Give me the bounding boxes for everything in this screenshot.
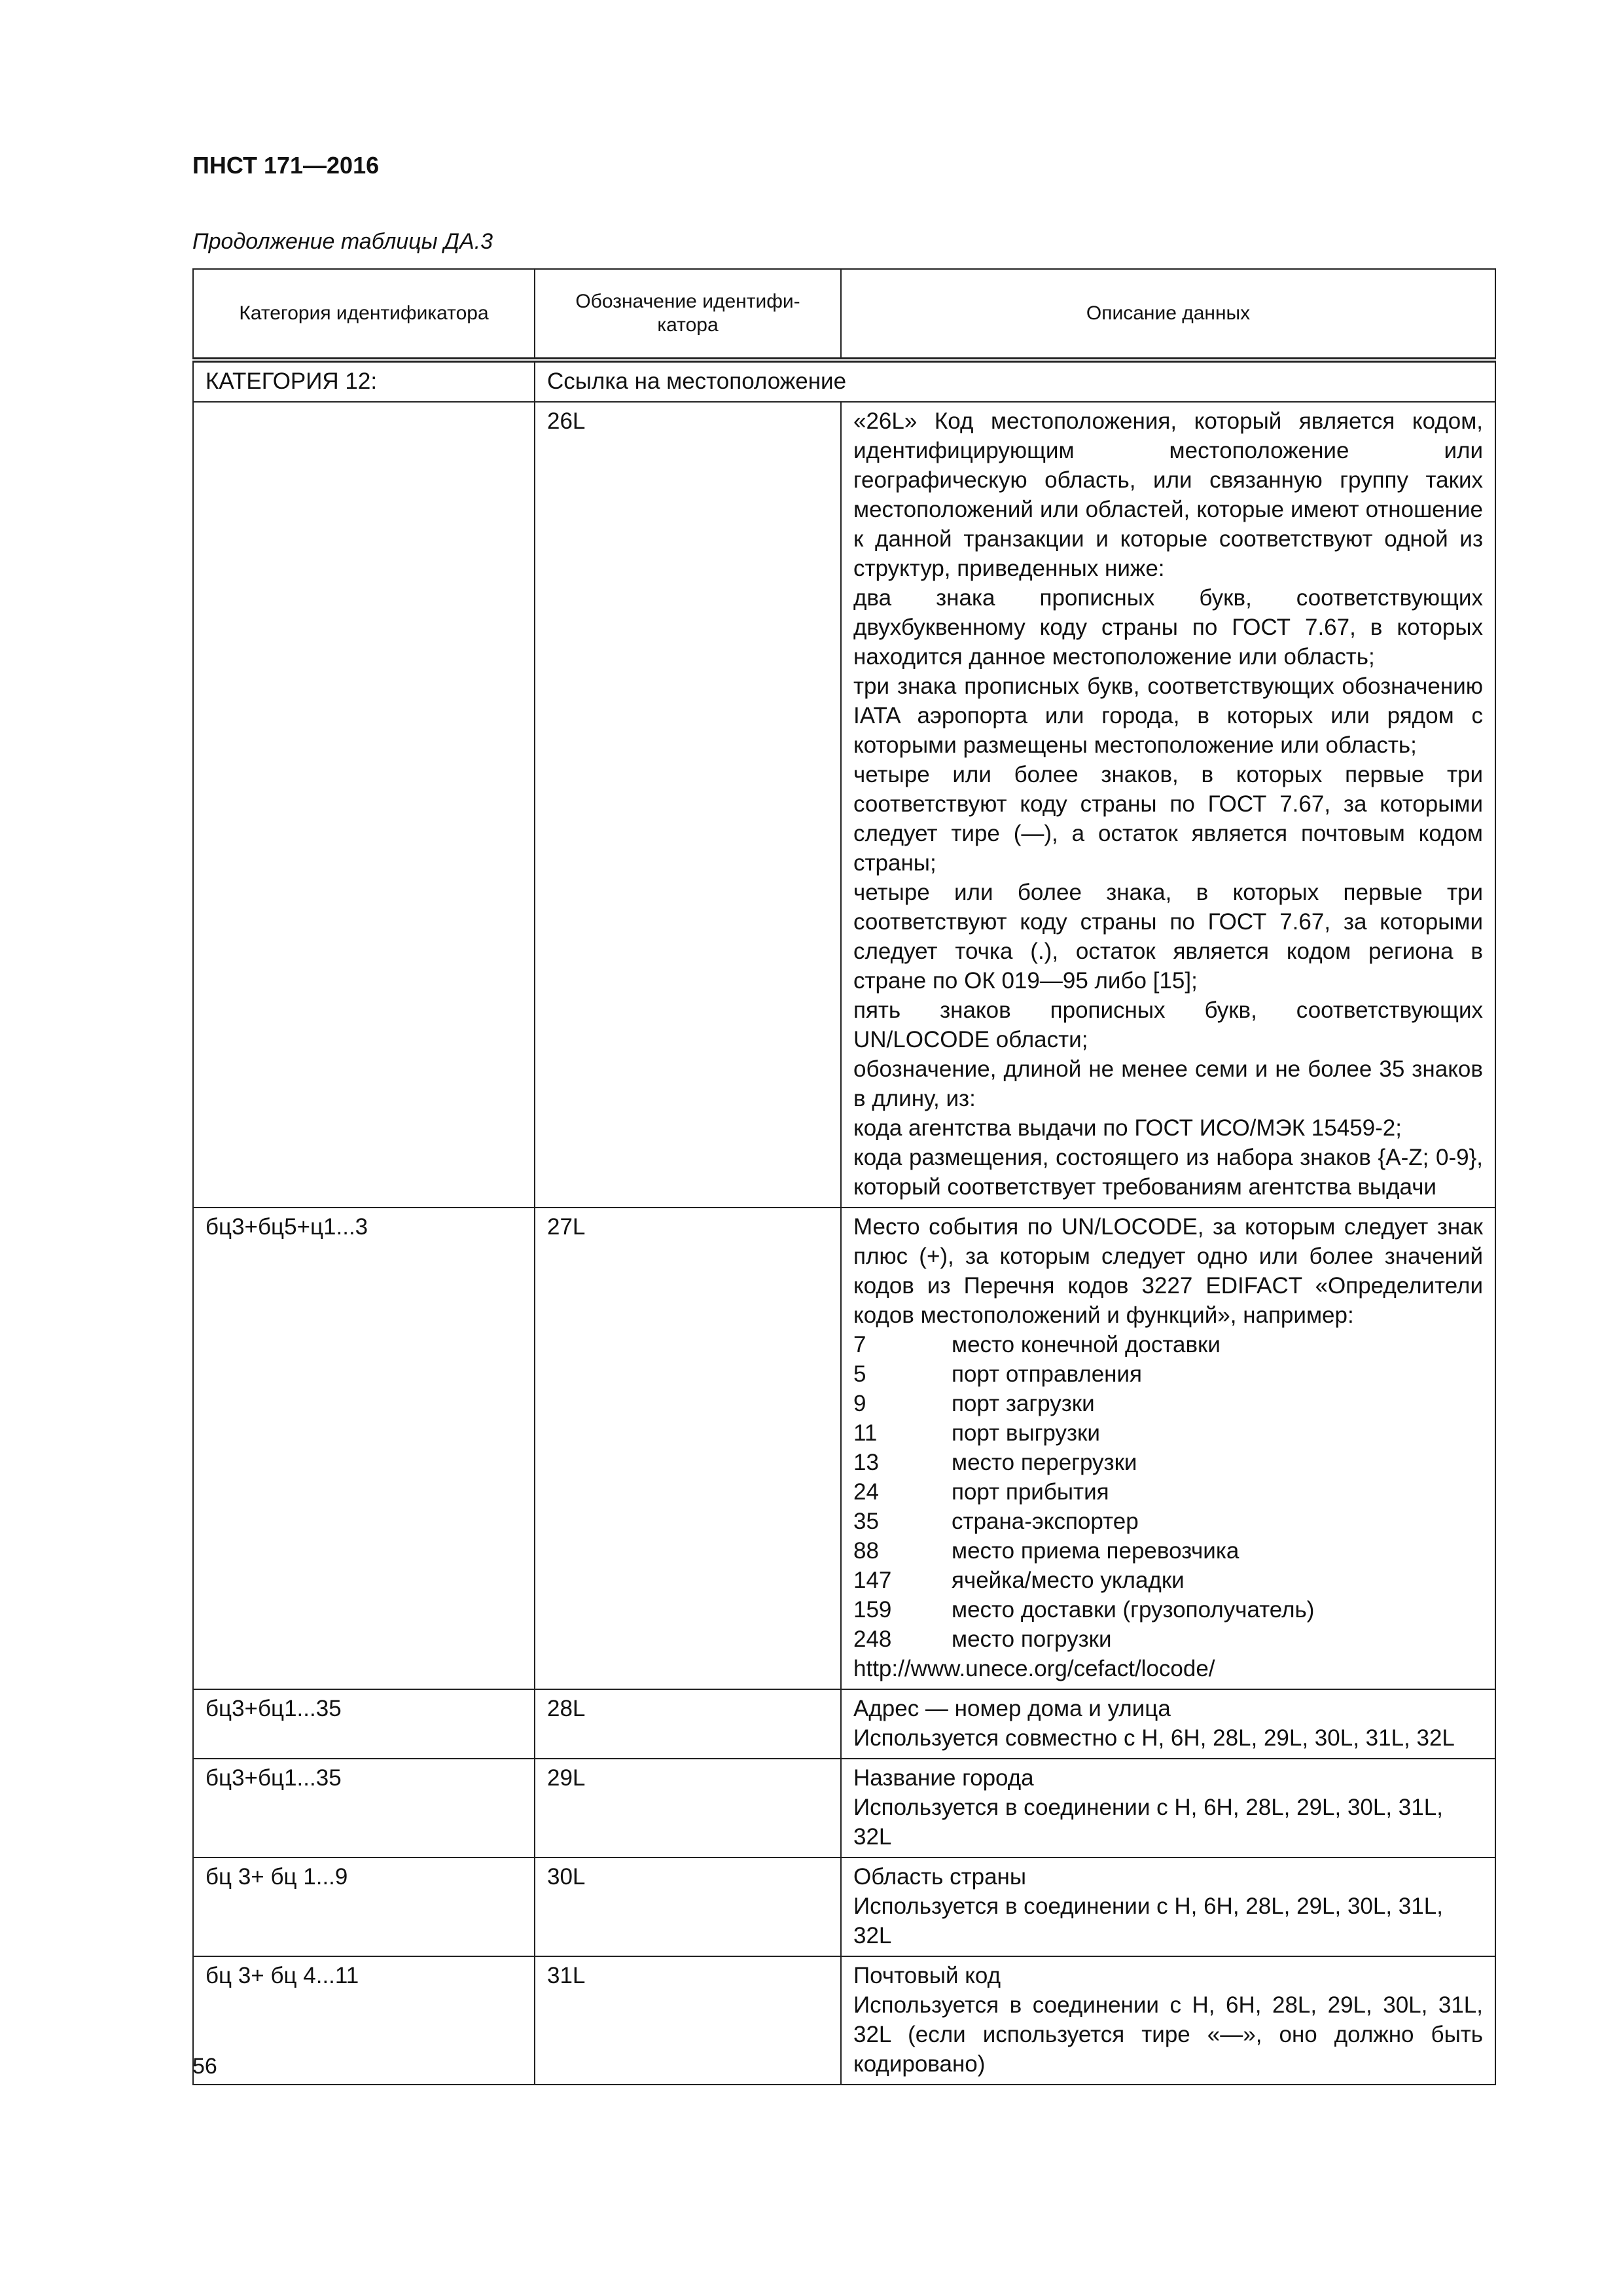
- row-description: [841, 1857, 1495, 1956]
- table-row: [193, 1689, 1495, 1759]
- row-description: [841, 1689, 1495, 1759]
- code-label: место приема перевозчика: [952, 1538, 1240, 1564]
- column-header-description: Описание данных: [841, 269, 1495, 360]
- code-label: порт выгрузки: [952, 1420, 1100, 1446]
- description-line: Используется в соединении с H, 6H, 28L, 29L, 30L, 31L, 32L: [853, 1795, 1443, 1850]
- column-header-identifier: Обозначение идентифи-катора: [535, 269, 841, 360]
- table-row: [193, 402, 1495, 1208]
- description-line: Используется в соединении с H, 6H, 28L, 29L, 30L, 31L, 32L (если используется тире «—», оно должно быть кодировано): [853, 1992, 1483, 2077]
- category-title: Ссылка на местоположение: [535, 360, 1495, 402]
- row-category: бц3+бц1...35: [193, 1759, 535, 1857]
- code-value: 11: [853, 1420, 878, 1446]
- code-label: порт отправления: [952, 1361, 1142, 1387]
- table-caption: Продолжение таблицы ДА.3: [192, 229, 493, 254]
- code-label: страна-экспортер: [952, 1509, 1139, 1534]
- code-value: 35: [853, 1509, 879, 1534]
- data-identifier-table: [192, 268, 1496, 2085]
- description-line: обозначение, длиной не менее семи и не более 35 знаков в длину, из:: [853, 1056, 1483, 1111]
- code-value: 5: [853, 1361, 866, 1387]
- code-value: 88: [853, 1538, 879, 1564]
- description-intro: Место события по UN/LOCODE, за которым следует знак плюс (+), за которым следует одно или более значений кодов из Перечня кодов 3227 EDIFACT «Определители кодов местоположений и функций», например:: [853, 1214, 1483, 1328]
- code-label: место перегрузки: [952, 1450, 1137, 1475]
- code-value: 248: [853, 1626, 892, 1652]
- row-identifier: 26L: [535, 402, 841, 1208]
- code-item: [853, 1389, 1483, 1418]
- row-identifier: 27L: [535, 1208, 841, 1689]
- code-value: 9: [853, 1391, 866, 1416]
- code-label: место конечной доставки: [952, 1332, 1221, 1357]
- code-item: [853, 1448, 1483, 1477]
- code-item: [853, 1477, 1483, 1507]
- row-description: [841, 1208, 1495, 1689]
- description-line: Адрес — номер дома и улица: [853, 1696, 1171, 1721]
- code-value: 7: [853, 1332, 866, 1357]
- code-item: [853, 1536, 1483, 1566]
- row-description: [841, 402, 1495, 1208]
- page-number: 56: [192, 2054, 217, 2079]
- table-header-row: [193, 269, 1495, 360]
- row-identifier: 29L: [535, 1759, 841, 1857]
- row-category: бц 3+ бц 4...11: [193, 1956, 535, 2085]
- description-line: Область страны: [853, 1864, 1027, 1890]
- description-line: три знака прописных букв, соответствующих обозначению IATA аэропорта или города, в которых или рядом с которыми размещены местоположение или область;: [853, 673, 1483, 758]
- code-value: 13: [853, 1450, 879, 1475]
- code-value: 24: [853, 1479, 879, 1505]
- document-code: ПНСТ 171—2016: [192, 152, 380, 179]
- category-label: КАТЕГОРИЯ 12:: [193, 360, 535, 402]
- code-item: [853, 1507, 1483, 1536]
- description-line: пять знаков прописных букв, соответствующих UN/LOCODE области;: [853, 997, 1483, 1052]
- description-line: кода размещения, состоящего из набора знаков {A-Z; 0-9}, который соответствует требованиям агентства выдачи: [853, 1145, 1483, 1200]
- code-value: 159: [853, 1597, 892, 1623]
- description-line: четыре или более знаков, в которых первые три соответствуют коду страны по ГОСТ 7.67, за которыми следует тире (—), а остаток является почтовым кодом страны;: [853, 762, 1483, 876]
- description-line: Название города: [853, 1765, 1034, 1791]
- description-line: Почтовый код: [853, 1963, 1001, 1988]
- row-identifier: 31L: [535, 1956, 841, 2085]
- code-item: [853, 1566, 1483, 1595]
- row-category: бц 3+ бц 1...9: [193, 1857, 535, 1956]
- row-identifier: 30L: [535, 1857, 841, 1956]
- table-row: [193, 1208, 1495, 1689]
- description-line: Используется в соединении с H, 6H, 28L, 29L, 30L, 31L, 32L: [853, 1893, 1443, 1948]
- row-category: бц3+бц5+ц1...3: [193, 1208, 535, 1689]
- code-item: [853, 1595, 1483, 1624]
- code-item: [853, 1418, 1483, 1448]
- table-row: [193, 1759, 1495, 1857]
- row-category: [193, 402, 535, 1208]
- code-label: ячейка/место укладки: [952, 1568, 1185, 1593]
- column-header-category: Категория идентификатора: [193, 269, 535, 360]
- code-value: 147: [853, 1568, 892, 1593]
- description-line: четыре или более знака, в которых первые три соответствуют коду страны по ГОСТ 7.67, за которыми следует точка (.), остаток является кодом региона в стране по ОК 019—95 либо [15];: [853, 880, 1483, 994]
- code-label: место доставки (грузополучатель): [952, 1597, 1315, 1623]
- row-description: [841, 1759, 1495, 1857]
- row-category: бц3+бц1...35: [193, 1689, 535, 1759]
- description-line: кода агентства выдачи по ГОСТ ИСО/МЭК 15459-2;: [853, 1115, 1402, 1141]
- description-line: два знака прописных букв, соответствующих двухбуквенному коду страны по ГОСТ 7.67, в которых находится данное местоположение или область;: [853, 585, 1483, 670]
- code-item: [853, 1330, 1483, 1359]
- table-row: [193, 1857, 1495, 1956]
- description-line: «26L» Код местоположения, который является кодом, идентифицирующим местоположение или географическую область, или связанную группу таких местоположений или областей, которые имеют отношение к данной транзакции и которые соответствуют одной из структур, приведенных ниже:: [853, 408, 1483, 581]
- locode-url: http://www.unece.org/cefact/locode/: [853, 1656, 1215, 1681]
- code-label: место погрузки: [952, 1626, 1112, 1652]
- code-label: порт прибытия: [952, 1479, 1109, 1505]
- code-label: порт загрузки: [952, 1391, 1095, 1416]
- location-code-list: [853, 1330, 1483, 1654]
- description-line: Используется совместно с H, 6H, 28L, 29L, 30L, 31L, 32L: [853, 1725, 1455, 1751]
- row-identifier: 28L: [535, 1689, 841, 1759]
- row-description: [841, 1956, 1495, 2085]
- table-row: [193, 1956, 1495, 2085]
- category-row: [193, 360, 1495, 402]
- code-item: [853, 1624, 1483, 1654]
- code-item: [853, 1359, 1483, 1389]
